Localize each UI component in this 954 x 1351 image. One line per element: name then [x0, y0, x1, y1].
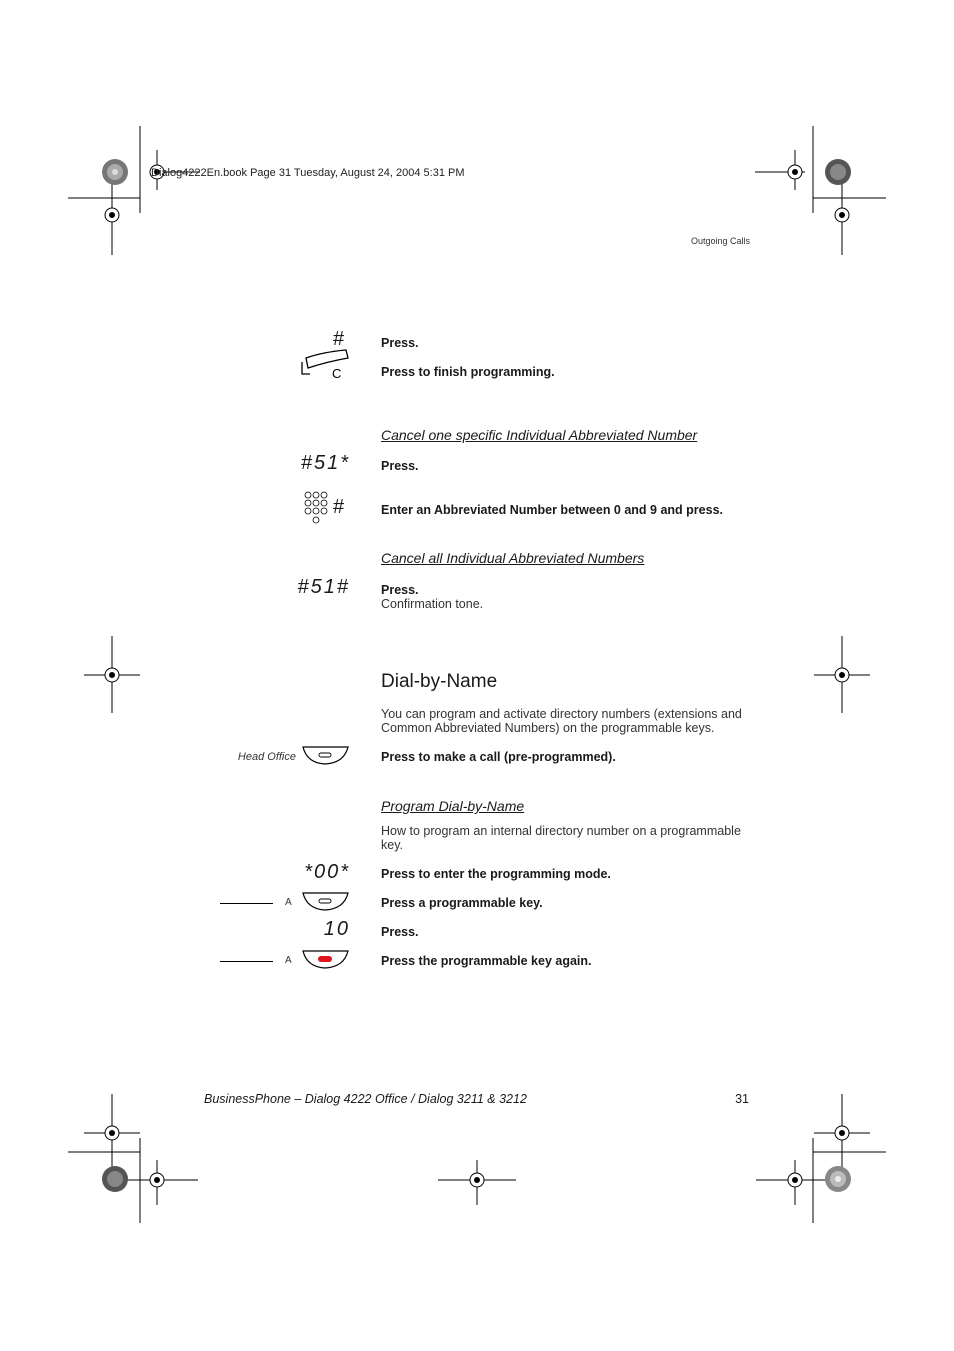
- step-press: Press.: [381, 336, 419, 350]
- keypad-icon: [302, 490, 332, 526]
- program-code-1: *00*: [304, 861, 350, 883]
- cancel-all-step1: Press.: [381, 583, 419, 597]
- head-office-label: Head Office: [237, 751, 296, 763]
- program-title: Program Dial-by-Name: [381, 798, 525, 814]
- programmable-key-a-icon: [302, 891, 350, 913]
- cancel-one-step1: Press.: [381, 459, 419, 473]
- dial-by-name-step: Press to make a call (pre-programmed).: [381, 750, 616, 764]
- key-letter-a-1: A: [285, 897, 292, 908]
- footer-title: BusinessPhone – Dialog 4222 Office / Dialog 3211 & 3212: [204, 1092, 527, 1106]
- cancel-one-title: Cancel one specific Individual Abbreviated Number: [381, 427, 698, 443]
- program-step2: Press a programmable key.: [381, 896, 543, 910]
- key-line-2: [220, 961, 273, 962]
- cancel-all-note: Confirmation tone.: [381, 597, 484, 611]
- programmable-key-led-icon: [302, 949, 350, 971]
- key-line-1: [220, 903, 273, 904]
- dial-by-name-heading: Dial-by-Name: [381, 671, 498, 692]
- program-step3: Press.: [381, 925, 419, 939]
- page-number: 31: [735, 1092, 749, 1106]
- hash-symbol-2: #: [333, 496, 345, 518]
- cancel-all-title: Cancel all Individual Abbreviated Numbers: [381, 550, 645, 566]
- step-finish-programming: Press to finish programming.: [381, 365, 555, 379]
- print-header: Dialog4222En.book Page 31 Tuesday, August 24, 2004 5:31 PM: [151, 167, 465, 179]
- clear-key-letter: C: [332, 366, 342, 381]
- running-head: Outgoing Calls: [690, 236, 750, 246]
- cancel-all-code: #51#: [297, 576, 350, 598]
- cancel-one-code: #51*: [300, 452, 350, 474]
- programmable-key-icon: [302, 745, 350, 767]
- key-letter-a-2: A: [285, 955, 292, 966]
- hash-key-icon: [298, 330, 358, 390]
- cancel-one-step2: Enter an Abbreviated Number between 0 and 9 and press.: [381, 503, 723, 517]
- program-intro: How to program an internal directory number on a programmable key.: [381, 824, 741, 852]
- program-step1: Press to enter the programming mode.: [381, 867, 611, 881]
- hash-symbol: #: [333, 328, 345, 350]
- program-step4: Press the programmable key again.: [381, 954, 592, 968]
- program-code-2: 10: [323, 918, 350, 940]
- dial-by-name-intro: You can program and activate directory numbers (extensions and Common Abbreviated Numbers) on the programmable keys.: [381, 707, 742, 735]
